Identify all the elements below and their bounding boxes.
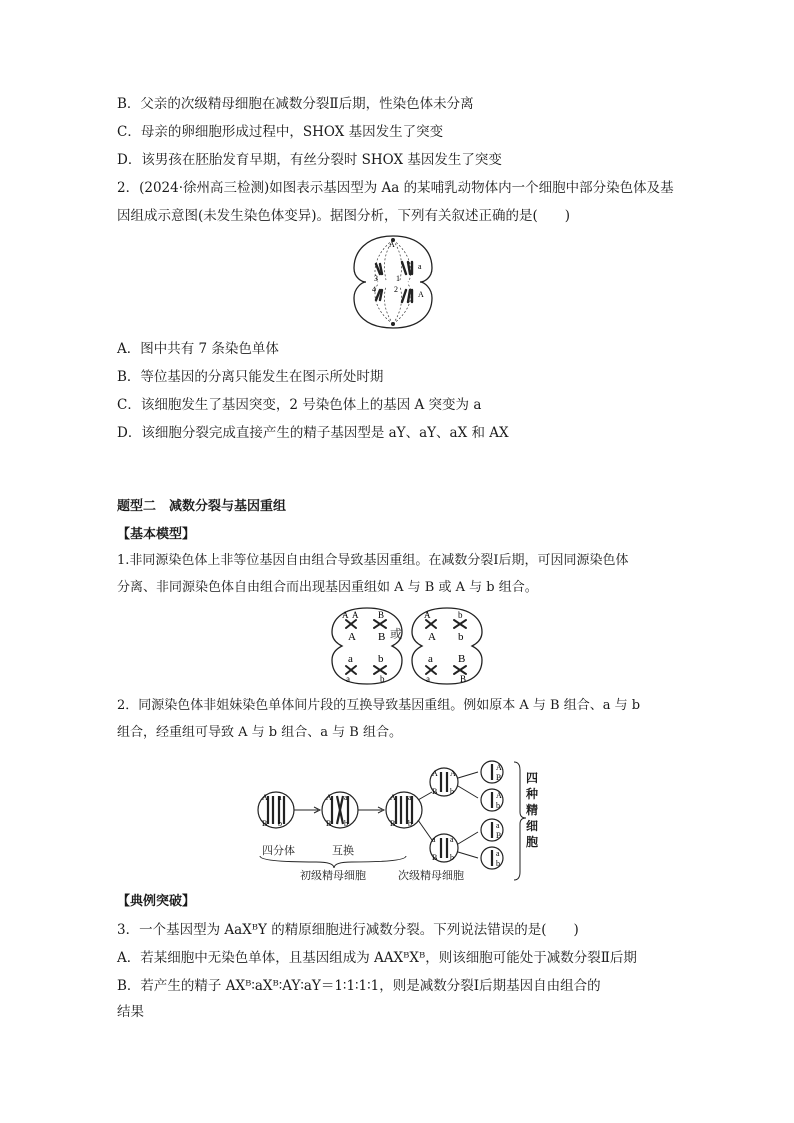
four-sperm-char-1: 四 bbox=[526, 771, 539, 785]
svg-text:a: a bbox=[428, 653, 433, 665]
fig1-label-2: 2 bbox=[394, 285, 398, 294]
svg-text:B: B bbox=[432, 853, 438, 862]
fig1-label-a: a bbox=[418, 262, 422, 271]
four-sperm-char-2: 种 bbox=[526, 787, 539, 801]
svg-text:A: A bbox=[496, 763, 502, 772]
free-combination-cell-right bbox=[410, 606, 484, 686]
svg-text:A: A bbox=[352, 610, 359, 620]
svg-text:B: B bbox=[390, 819, 396, 828]
q2-option-b: B．等位基因的分离只能发生在图示所处时期 bbox=[117, 369, 384, 385]
svg-text:A: A bbox=[428, 631, 436, 643]
svg-text:a: a bbox=[344, 793, 348, 802]
svg-text:A: A bbox=[432, 769, 438, 778]
q2-option-c: C．该细胞发生了基因突变，2 号染色体上的基因 A 突变为 a bbox=[117, 397, 482, 413]
svg-text:a: a bbox=[426, 674, 430, 684]
q1-option-c: C．母亲的卵细胞形成过程中，SHOX 基因发生了突变 bbox=[117, 124, 444, 140]
model-para2-line1: 2．同源染色体非姐妹染色单体间片段的互换导致基因重组。例如原本 A 与 B 组合、a 与 b bbox=[117, 698, 641, 713]
dividing-cell-figure bbox=[352, 234, 434, 330]
svg-text:A: A bbox=[496, 791, 502, 800]
q1-option-d: D．该男孩在胚胎发育早期，有丝分裂时 SHOX 基因发生了突变 bbox=[117, 152, 502, 168]
svg-text:B: B bbox=[460, 674, 467, 684]
four-sperm-char-5: 胞 bbox=[526, 835, 539, 849]
svg-text:B: B bbox=[326, 819, 332, 828]
svg-text:b: b bbox=[458, 610, 463, 620]
svg-text:a: a bbox=[496, 849, 500, 858]
svg-text:b: b bbox=[458, 631, 464, 643]
svg-text:b: b bbox=[496, 859, 500, 868]
svg-text:b: b bbox=[344, 819, 348, 828]
svg-text:a: a bbox=[278, 793, 282, 802]
fig1-label-4: 4 bbox=[372, 285, 376, 294]
secondary-spermatocyte-label: 次级精母细胞 bbox=[398, 869, 464, 882]
svg-text:b: b bbox=[378, 653, 384, 665]
svg-text:A: A bbox=[450, 769, 456, 778]
q3-stem: 3．一个基因型为 AaXᴮY 的精原细胞进行减数分裂。下列说法错误的是( ) bbox=[117, 922, 579, 938]
stage-crossover-label: 互换 bbox=[332, 844, 354, 857]
svg-text:A: A bbox=[326, 793, 332, 802]
svg-text:A: A bbox=[348, 631, 356, 643]
svg-text:a: a bbox=[346, 674, 350, 684]
svg-text:B: B bbox=[458, 653, 466, 665]
q3-option-a: A．若某细胞中无染色单体，且基因组成为 AAXᴮXᴮ，则该细胞可能处于减数分裂Ⅱ后期 bbox=[117, 950, 637, 966]
model-para1-line1: 1.非同源染色体上非等位基因自由组合导致基因重组。在减数分裂Ⅰ后期，可因同源染色体 bbox=[117, 553, 629, 568]
svg-text:a: a bbox=[496, 821, 500, 830]
svg-text:a: a bbox=[408, 793, 412, 802]
model-para1-line2: 分离、非同源染色体自由组合而出现基因重组如 A 与 B 或 A 与 b 组合。 bbox=[117, 580, 538, 595]
q3-option-b-line1: B．若产生的精子 AXᴮ∶aXᴮ∶AY∶aY＝1∶1∶1∶1，则是减数分裂Ⅰ后期基因自由组合的 bbox=[117, 978, 601, 994]
q2-stem-line2: 因组成示意图(未发生染色体变异)。据图分析，下列有关叙述正确的是( ) bbox=[117, 208, 571, 224]
fig1-label-A-bottom: A bbox=[418, 290, 424, 299]
free-combination-cell-left bbox=[330, 606, 404, 686]
q2-option-d: D．该细胞分裂完成直接产生的精子基因型是 aY、aY、aX 和 AX bbox=[117, 425, 509, 441]
svg-text:a: a bbox=[348, 653, 353, 665]
example-label: 【典例突破】 bbox=[117, 894, 196, 909]
svg-text:A: A bbox=[342, 610, 349, 620]
svg-text:A: A bbox=[424, 610, 431, 620]
stage-tetrad-label: 四分体 bbox=[262, 844, 295, 857]
q3-option-b-line2: 结果 bbox=[117, 1004, 144, 1020]
svg-text:B: B bbox=[378, 631, 386, 643]
svg-text:a: a bbox=[432, 835, 436, 844]
svg-text:b: b bbox=[278, 819, 282, 828]
four-sperm-char-4: 细 bbox=[526, 819, 539, 833]
svg-text:A: A bbox=[262, 793, 268, 802]
svg-text:b: b bbox=[496, 801, 500, 810]
four-sperm-char-3: 精 bbox=[526, 803, 539, 817]
q1-option-b: B．父亲的次级精母细胞在减数分裂Ⅱ后期，性染色体未分离 bbox=[117, 96, 474, 112]
fig1-label-A-top: A bbox=[389, 240, 395, 249]
svg-text:b: b bbox=[450, 853, 454, 862]
or-label: 或 bbox=[390, 627, 403, 641]
four-sperm-label bbox=[526, 770, 540, 850]
svg-text:b: b bbox=[408, 819, 412, 828]
svg-text:b: b bbox=[380, 674, 385, 684]
svg-text:B: B bbox=[378, 610, 385, 620]
q2-stem-line1: 2．(2024·徐州高三检测)如图表示基因型为 Aa 的某哺乳动物体内一个细胞中部分染色体及基 bbox=[117, 180, 674, 196]
basic-model-label: 【基本模型】 bbox=[117, 527, 196, 542]
svg-text:A: A bbox=[390, 793, 396, 802]
svg-text:B: B bbox=[432, 787, 438, 796]
svg-text:B: B bbox=[496, 831, 502, 840]
svg-text:B: B bbox=[496, 773, 502, 782]
q2-option-a: A．图中共有 7 条染色单体 bbox=[117, 341, 279, 357]
svg-text:B: B bbox=[262, 819, 268, 828]
fig1-label-1: 1 bbox=[396, 274, 400, 283]
primary-spermatocyte-label: 初级精母细胞 bbox=[300, 869, 366, 882]
svg-text:a: a bbox=[450, 835, 454, 844]
model-para2-line2: 组合，经重组可导致 A 与 b 组合、a 与 B 组合。 bbox=[117, 725, 402, 740]
svg-text:b: b bbox=[450, 787, 454, 796]
section-title: 题型二 减数分裂与基因重组 bbox=[117, 499, 287, 514]
fig1-label-3: 3 bbox=[374, 274, 378, 283]
